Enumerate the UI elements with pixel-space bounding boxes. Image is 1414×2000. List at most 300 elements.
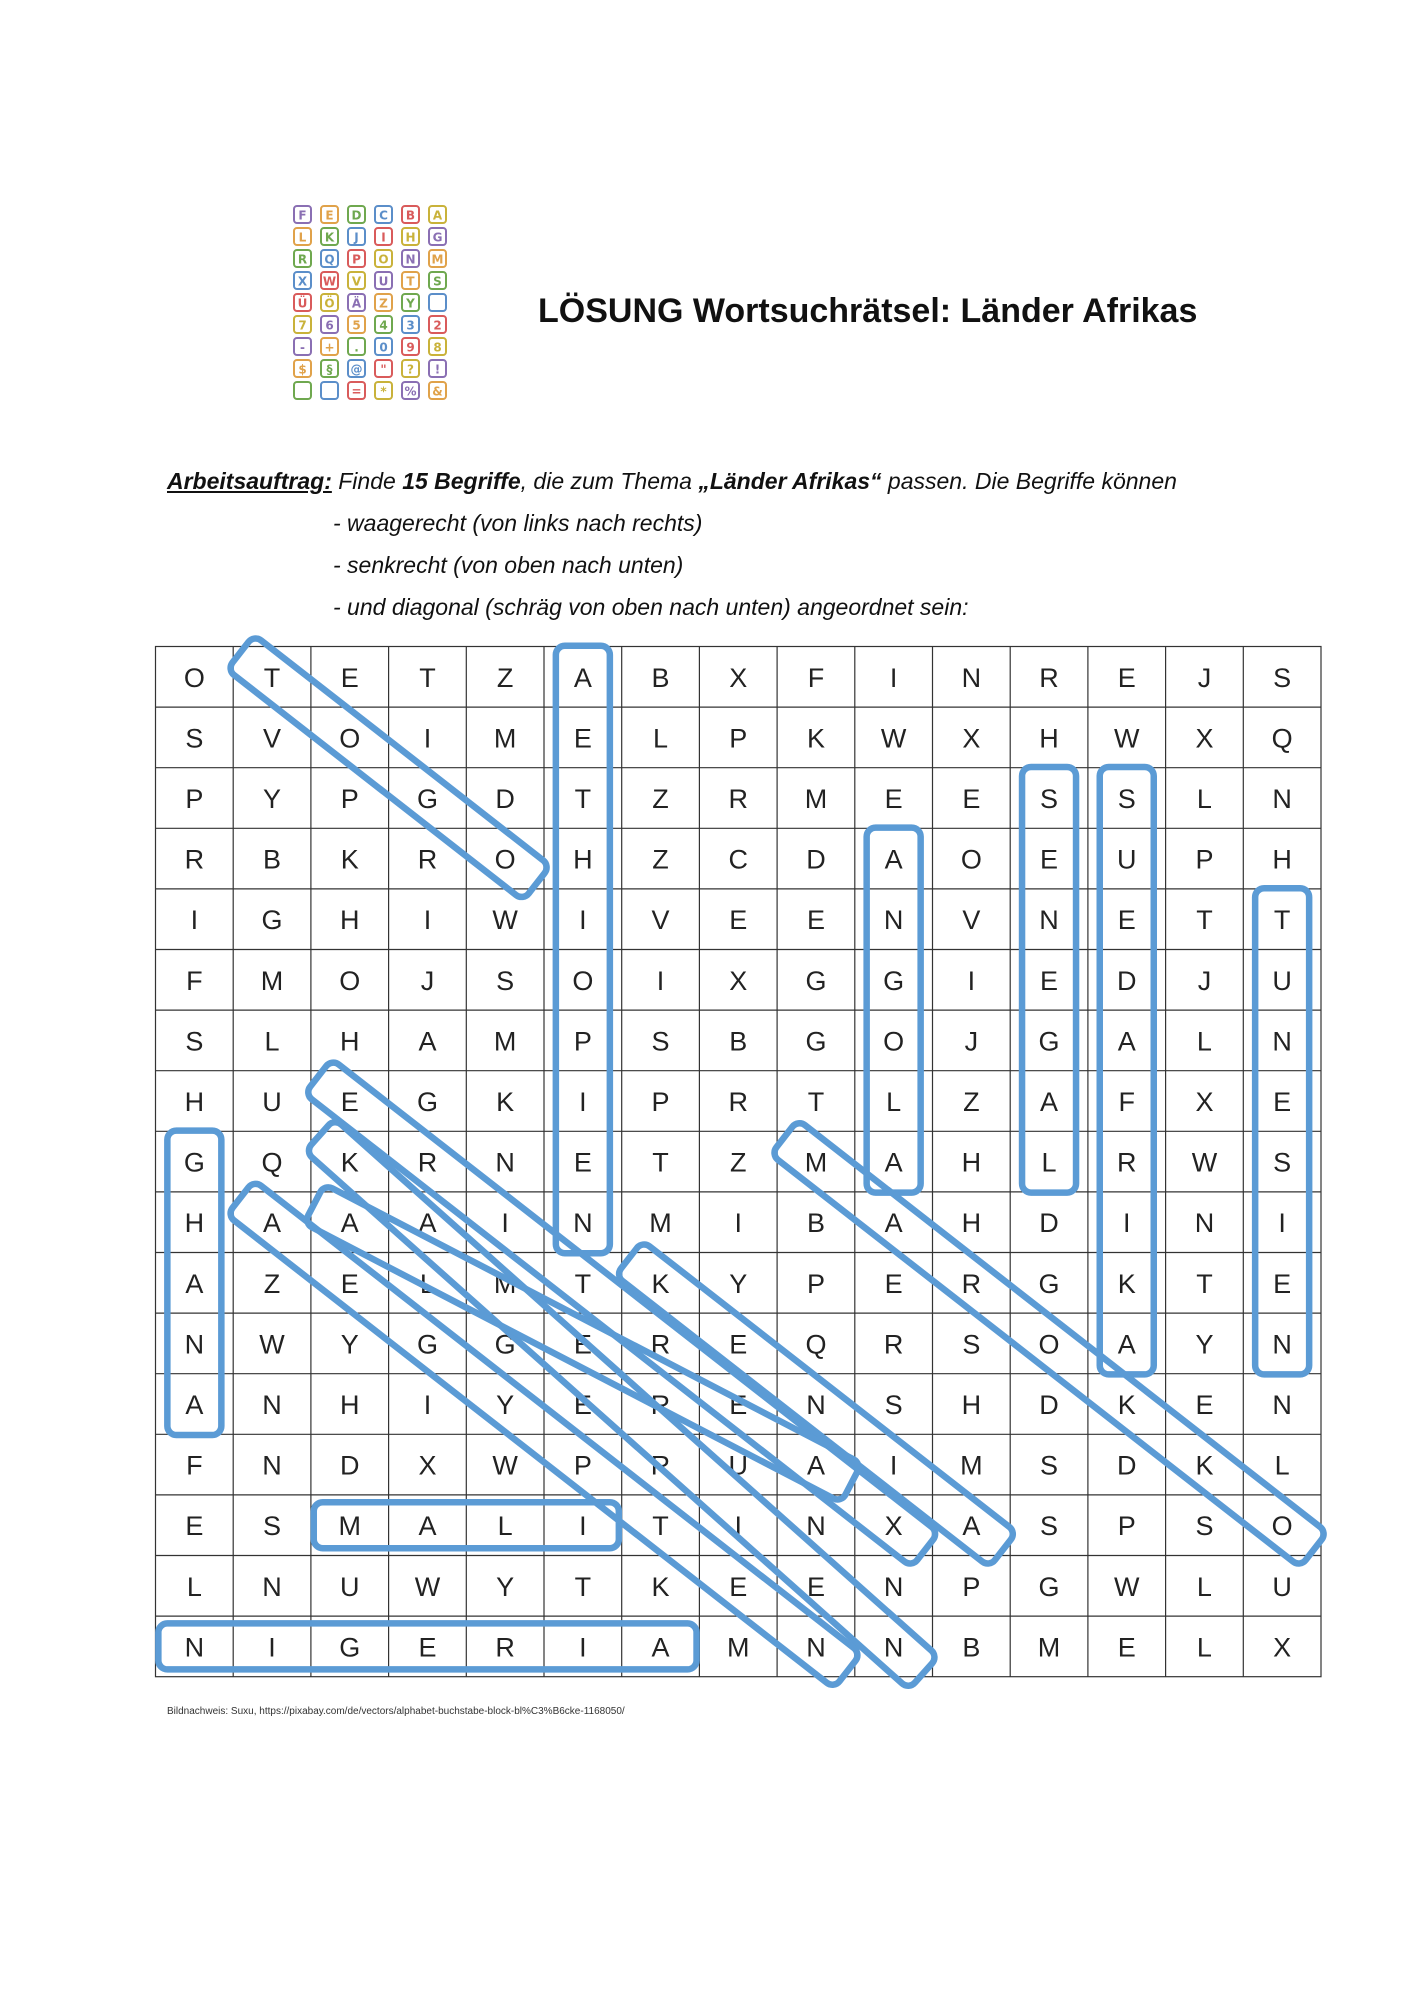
svg-text:E: E: [325, 208, 334, 223]
grid-letter: E: [729, 905, 748, 936]
grid-letter: F: [186, 965, 203, 996]
grid-letter: E: [340, 1268, 359, 1299]
svg-text:A: A: [432, 208, 443, 223]
svg-text:8: 8: [433, 340, 442, 355]
grid-letter: P: [573, 1450, 592, 1481]
grid-letter: E: [1273, 1268, 1292, 1299]
grid-letter: B: [962, 1632, 981, 1663]
grid-letter: E: [806, 1571, 825, 1602]
grid-letter: M: [804, 1147, 828, 1178]
grid-letter: T: [652, 1511, 669, 1542]
grid-letter: Z: [652, 844, 669, 875]
svg-text:Y: Y: [406, 296, 415, 311]
grid-letter: P: [1195, 844, 1214, 875]
grid-letter: K: [651, 1571, 670, 1602]
grid-letter: W: [259, 1329, 285, 1360]
grid-letter: A: [651, 1632, 670, 1663]
grid-letter: U: [340, 1571, 360, 1602]
grid-letter: I: [889, 662, 898, 693]
grid-letter: R: [1039, 662, 1059, 693]
grid-letter: I: [1278, 1208, 1286, 1239]
grid-letter: X: [884, 1511, 903, 1542]
grid-letter: O: [339, 965, 361, 996]
grid-letter: N: [1194, 1208, 1215, 1239]
grid-letter: P: [185, 784, 204, 814]
grid-letter: H: [961, 1390, 982, 1420]
grid-letter: I: [967, 965, 976, 996]
image-credit: Bildnachweis: Suxu, https://pixabay.com/de/vectors/alphabet-buchstabe-block-bl%C3%B6cke-1168050/: [167, 1706, 625, 1717]
grid-letter: E: [418, 1632, 437, 1663]
grid-letter: D: [1117, 965, 1137, 996]
grid-letter: A: [962, 1511, 981, 1542]
grid-letter: S: [185, 1026, 204, 1057]
grid-letter: T: [1196, 905, 1213, 936]
grid-letter: P: [340, 784, 359, 814]
svg-text:0: 0: [379, 340, 388, 355]
grid-letter: N: [1272, 784, 1292, 814]
svg-text:V: V: [351, 274, 362, 289]
grid-letter: S: [962, 1329, 981, 1360]
svg-text:D: D: [351, 208, 362, 223]
grid-letter: X: [962, 723, 981, 754]
grid-letter: N: [1272, 1390, 1292, 1420]
grid-letter: R: [650, 1390, 671, 1420]
grid-letter: D: [1039, 1208, 1059, 1239]
grid-letter: R: [417, 1147, 438, 1178]
grid-letter: R: [417, 844, 438, 875]
grid-letter: E: [1117, 1632, 1136, 1663]
svg-text:4: 4: [379, 318, 388, 333]
grid-letter: I: [579, 1511, 587, 1542]
svg-text:+: +: [324, 340, 335, 355]
grid-letter: H: [184, 1208, 205, 1239]
grid-letter: T: [574, 1571, 592, 1602]
grid-letter: A: [340, 1208, 359, 1239]
svg-text:?: ?: [407, 362, 414, 377]
svg-text:6: 6: [325, 318, 334, 333]
grid-letter: G: [1038, 1571, 1060, 1602]
svg-text:!: !: [434, 362, 441, 377]
grid-letter: I: [190, 905, 199, 936]
grid-letter: N: [961, 662, 982, 693]
svg-text:O: O: [378, 252, 389, 267]
svg-text:Ü: Ü: [297, 296, 308, 311]
grid-letter: Y: [340, 1329, 359, 1360]
grid-letter: M: [727, 1632, 750, 1663]
grid-letter: I: [423, 723, 432, 754]
grid-letter: M: [493, 1268, 517, 1299]
svg-text:L: L: [298, 230, 307, 245]
grid-letter: W: [1191, 1147, 1218, 1178]
grid-letter: U: [262, 1087, 282, 1117]
grid-letter: I: [268, 1632, 276, 1663]
grid-letter: P: [573, 1026, 592, 1057]
grid-letter: E: [340, 1087, 359, 1117]
grid-letter: S: [1273, 1147, 1292, 1178]
grid-letter: N: [184, 1329, 205, 1360]
svg-text:§: §: [326, 362, 333, 377]
grid-letter: I: [423, 905, 432, 936]
grid-letter: U: [1117, 844, 1137, 875]
grid-letter: G: [183, 1147, 205, 1178]
grid-letter: O: [339, 723, 361, 754]
grid-letter: W: [492, 905, 518, 936]
svg-text:@: @: [350, 362, 363, 377]
grid-letter: G: [494, 1329, 516, 1360]
grid-letter: H: [340, 1026, 360, 1057]
grid-letter: V: [962, 905, 981, 936]
grid-letter: R: [728, 1087, 748, 1117]
grid-letter: A: [185, 1268, 204, 1299]
grid-letter: E: [1273, 1087, 1292, 1117]
grid-letter: L: [264, 1026, 280, 1057]
grid-letter: S: [263, 1511, 282, 1542]
grid-letter: N: [883, 1632, 904, 1663]
grid-letter: S: [1040, 784, 1059, 814]
grid-letter: W: [492, 1450, 518, 1481]
grid-letter: L: [186, 1571, 202, 1602]
grid-letter: P: [729, 723, 748, 754]
svg-text:N: N: [405, 252, 416, 267]
grid-letter: N: [806, 1632, 826, 1663]
grid-letter: C: [728, 844, 748, 875]
grid-letter: E: [573, 723, 592, 754]
grid-letter: N: [495, 1147, 515, 1178]
grid-letter: L: [1041, 1147, 1057, 1178]
grid-letter: N: [883, 1571, 904, 1602]
grid-letter: E: [1040, 965, 1059, 996]
grid-letter: I: [579, 1087, 587, 1117]
svg-text:2: 2: [433, 318, 442, 333]
grid-letter: H: [961, 1147, 982, 1178]
svg-text:-: -: [300, 340, 305, 355]
grid-letter: E: [729, 1571, 748, 1602]
grid-letter: X: [1273, 1632, 1292, 1663]
grid-letter: E: [340, 662, 359, 693]
grid-letter: E: [573, 1147, 592, 1178]
grid-letter: L: [653, 723, 669, 754]
grid-letter: X: [1195, 723, 1214, 754]
grid-letter: K: [806, 723, 825, 754]
svg-text:P: P: [352, 252, 361, 267]
grid-letter: G: [339, 1632, 361, 1663]
svg-text:R: R: [297, 252, 308, 267]
grid-letter: Z: [963, 1087, 980, 1117]
svg-text:T: T: [406, 274, 415, 289]
grid-letter: Z: [652, 784, 669, 814]
grid-letter: P: [651, 1087, 670, 1117]
grid-letter: H: [340, 1390, 360, 1420]
grid-letter: E: [962, 784, 981, 814]
svg-text:Ö: Ö: [324, 296, 335, 311]
grid-letter: K: [1117, 1390, 1136, 1420]
grid-letter: I: [501, 1208, 509, 1239]
grid-letter: O: [183, 662, 205, 693]
grid-letter: T: [574, 784, 592, 814]
grid-letter: T: [419, 662, 436, 693]
grid-letter: A: [573, 662, 592, 693]
grid-letter: K: [1195, 1450, 1214, 1481]
grid-letter: K: [496, 1087, 515, 1117]
svg-text:W: W: [322, 274, 337, 289]
grid-letter: S: [1040, 1511, 1059, 1542]
grid-letter: K: [651, 1268, 670, 1299]
task-rule-diagonal: - und diagonal (schräg von oben nach unten) angeordnet sein:: [333, 594, 969, 620]
svg-text:U: U: [378, 274, 389, 289]
grid-letter: L: [1196, 1026, 1212, 1057]
grid-letter: A: [1040, 1087, 1059, 1117]
grid-letter: T: [807, 1087, 825, 1117]
grid-letter: A: [263, 1208, 282, 1239]
grid-letter: I: [656, 965, 665, 996]
grid-letter: M: [493, 1026, 517, 1057]
grid-letter: M: [493, 723, 517, 754]
svg-text:&: &: [432, 384, 443, 399]
grid-letter: M: [649, 1208, 672, 1239]
grid-letter: N: [883, 905, 904, 936]
grid-letter: N: [262, 1571, 282, 1602]
grid-letter: Y: [1195, 1329, 1214, 1360]
grid-letter: A: [1117, 1329, 1136, 1360]
grid-letter: R: [1117, 1147, 1137, 1178]
grid-letter: N: [262, 1390, 282, 1420]
grid-letter: I: [423, 1390, 432, 1420]
grid-letter: J: [964, 1026, 979, 1057]
grid-letter: J: [420, 965, 435, 996]
svg-text:G: G: [432, 230, 443, 245]
grid-letter: Z: [263, 1268, 281, 1299]
grid-letter: O: [494, 844, 516, 875]
svg-text:B: B: [405, 208, 416, 223]
svg-text:J: J: [354, 230, 359, 245]
grid-letter: H: [961, 1208, 982, 1239]
grid-letter: N: [573, 1208, 593, 1239]
grid-letter: O: [1038, 1329, 1060, 1360]
grid-letter: T: [1196, 1268, 1213, 1299]
grid-letter: R: [650, 1329, 671, 1360]
grid-letter: Y: [263, 784, 282, 814]
grid-letter: W: [414, 1571, 441, 1602]
grid-letter: T: [1273, 905, 1291, 936]
grid-letter: G: [416, 1087, 438, 1117]
svg-text:%: %: [404, 384, 417, 399]
svg-text:": ": [380, 362, 387, 377]
grid-letter: O: [960, 844, 982, 875]
grid-letter: E: [884, 1268, 903, 1299]
grid-letter: G: [1038, 1268, 1060, 1299]
grid-letter: R: [495, 1632, 515, 1663]
grid-letter: U: [1272, 965, 1292, 996]
svg-text:5: 5: [352, 318, 361, 333]
grid-letter: H: [1272, 844, 1292, 875]
grid-letter: H: [340, 905, 360, 936]
grid-letter: Q: [1271, 723, 1293, 754]
grid-letter: H: [573, 844, 593, 875]
svg-text:Z: Z: [379, 296, 388, 311]
grid-letter: E: [573, 1329, 592, 1360]
grid-letter: A: [418, 1208, 437, 1239]
grid-letter: L: [1196, 1571, 1212, 1602]
grid-letter: O: [883, 1026, 905, 1057]
grid-letter: S: [496, 965, 515, 996]
grid-letter: I: [1122, 1208, 1131, 1239]
grid-letter: R: [883, 1329, 904, 1360]
grid-letter: I: [889, 1450, 898, 1481]
grid-letter: J: [1197, 965, 1212, 996]
grid-letter: U: [728, 1450, 748, 1481]
grid-letter: T: [574, 1268, 592, 1299]
grid-letter: A: [418, 1026, 437, 1057]
task-topic: „Länder Afrikas“: [698, 468, 882, 494]
grid-letter: E: [884, 784, 903, 814]
grid-letter: E: [806, 905, 825, 936]
svg-text:9: 9: [406, 340, 415, 355]
grid-letter: F: [1118, 1087, 1135, 1117]
grid-letter: L: [1274, 1450, 1290, 1481]
grid-letter: R: [728, 784, 748, 814]
grid-letter: G: [416, 1329, 438, 1360]
svg-text:*: *: [380, 384, 387, 399]
grid-letter: E: [729, 1329, 748, 1360]
grid-letter: I: [734, 1208, 743, 1239]
grid-letter: E: [1040, 844, 1059, 875]
grid-letter: S: [1195, 1511, 1214, 1542]
grid-letter: E: [1117, 662, 1136, 693]
grid-letter: T: [263, 662, 281, 693]
grid-letter: M: [804, 784, 828, 814]
grid-letter: V: [263, 723, 282, 754]
grid-letter: A: [1117, 1026, 1136, 1057]
grid-letter: H: [1039, 723, 1059, 754]
grid-letter: E: [185, 1511, 204, 1542]
grid-letter: A: [806, 1450, 825, 1481]
grid-letter: N: [1039, 905, 1059, 936]
grid-letter: Z: [496, 662, 514, 693]
grid-letter: P: [806, 1268, 825, 1299]
grid-letter: W: [1114, 1571, 1140, 1602]
grid-letter: E: [1117, 905, 1136, 936]
grid-letter: L: [1196, 784, 1212, 814]
grid-letter: L: [886, 1087, 902, 1117]
grid-letter: G: [1038, 1026, 1060, 1057]
grid-letter: Q: [805, 1329, 827, 1360]
grid-letter: P: [962, 1571, 981, 1602]
grid-letter: L: [419, 1268, 435, 1299]
grid-letter: A: [185, 1390, 204, 1420]
grid-letter: M: [338, 1511, 361, 1542]
svg-text:H: H: [405, 230, 416, 245]
grid-letter: I: [579, 905, 587, 936]
grid-letter: X: [418, 1450, 437, 1481]
grid-letter: S: [1273, 662, 1292, 693]
grid-letter: F: [186, 1450, 203, 1481]
grid-letter: O: [1271, 1511, 1293, 1542]
grid-letter: N: [184, 1632, 205, 1663]
task-rule-horizontal: - waagerecht (von links nach rechts): [333, 510, 703, 536]
grid-letter: K: [340, 1147, 359, 1178]
grid-letter: S: [884, 1390, 903, 1420]
grid-letter: I: [579, 1632, 587, 1663]
grid-letter: D: [340, 1450, 360, 1481]
grid-letter: A: [884, 1208, 903, 1239]
grid-letter: Q: [261, 1147, 283, 1178]
svg-text:$: $: [298, 362, 307, 377]
task-intro-line: Arbeitsauftrag: Finde 15 Begriffe, die zum Thema „Länder Afrikas“ passen. Die Begriffe können: [167, 468, 1177, 494]
grid-letter: A: [884, 844, 903, 875]
grid-letter: G: [805, 1026, 827, 1057]
page-title: LÖSUNG Wortsuchrätsel: Länder Afrikas: [538, 292, 1198, 330]
grid-letter: X: [1195, 1087, 1214, 1117]
grid-letter: N: [806, 1390, 826, 1420]
grid-letter: W: [880, 723, 907, 754]
grid-letter: K: [340, 844, 359, 875]
svg-text:.: .: [354, 340, 359, 355]
grid-letter: A: [418, 1511, 437, 1542]
grid-letter: N: [262, 1450, 282, 1481]
grid-letter: V: [651, 905, 670, 936]
grid-letter: S: [1040, 1450, 1059, 1481]
grid-letter: S: [651, 1026, 670, 1057]
grid-letter: S: [185, 723, 204, 754]
grid-letter: D: [1039, 1390, 1059, 1420]
grid-letter: B: [806, 1208, 825, 1239]
grid-letter: O: [572, 965, 594, 996]
grid-letter: L: [497, 1511, 513, 1542]
grid-letter: X: [729, 662, 748, 693]
svg-text:K: K: [324, 230, 335, 245]
grid-letter: A: [884, 1147, 903, 1178]
grid-letter: S: [1117, 784, 1136, 814]
grid-letter: N: [806, 1511, 826, 1542]
grid-letter: T: [652, 1147, 669, 1178]
grid-letter: E: [1195, 1390, 1214, 1420]
grid-letter: U: [1272, 1571, 1292, 1602]
grid-letter: D: [806, 844, 826, 875]
grid-letter: Z: [730, 1147, 747, 1178]
task-count: 15 Begriffe: [402, 468, 521, 494]
grid-letter: R: [650, 1450, 671, 1481]
svg-text:=: =: [351, 384, 362, 399]
grid-letter: E: [729, 1390, 748, 1420]
grid-letter: M: [260, 965, 284, 996]
svg-text:7: 7: [298, 318, 307, 333]
grid-letter: Y: [496, 1571, 515, 1602]
svg-text:C: C: [379, 208, 388, 223]
svg-text:S: S: [433, 274, 442, 289]
grid-letter: B: [729, 1026, 748, 1057]
grid-letter: L: [1196, 1632, 1212, 1663]
grid-letter: F: [807, 662, 825, 693]
grid-letter: M: [960, 1450, 983, 1481]
grid-letter: K: [1117, 1268, 1136, 1299]
grid-letter: G: [805, 965, 827, 996]
grid-letter: Y: [729, 1268, 748, 1299]
svg-text:Ä: Ä: [351, 296, 362, 311]
grid-letter: P: [1117, 1511, 1136, 1542]
grid-letter: N: [1272, 1329, 1292, 1360]
grid-letter: G: [883, 965, 905, 996]
grid-letter: D: [1117, 1450, 1137, 1481]
grid-letter: M: [1037, 1632, 1061, 1663]
svg-text:X: X: [297, 274, 308, 289]
grid-letter: I: [734, 1511, 743, 1542]
grid-letter: R: [961, 1268, 982, 1299]
grid-letter: N: [1272, 1026, 1292, 1057]
grid-letter: Y: [496, 1390, 515, 1420]
svg-text:F: F: [298, 208, 307, 223]
grid-letter: G: [261, 905, 283, 936]
grid-letter: E: [573, 1390, 592, 1420]
